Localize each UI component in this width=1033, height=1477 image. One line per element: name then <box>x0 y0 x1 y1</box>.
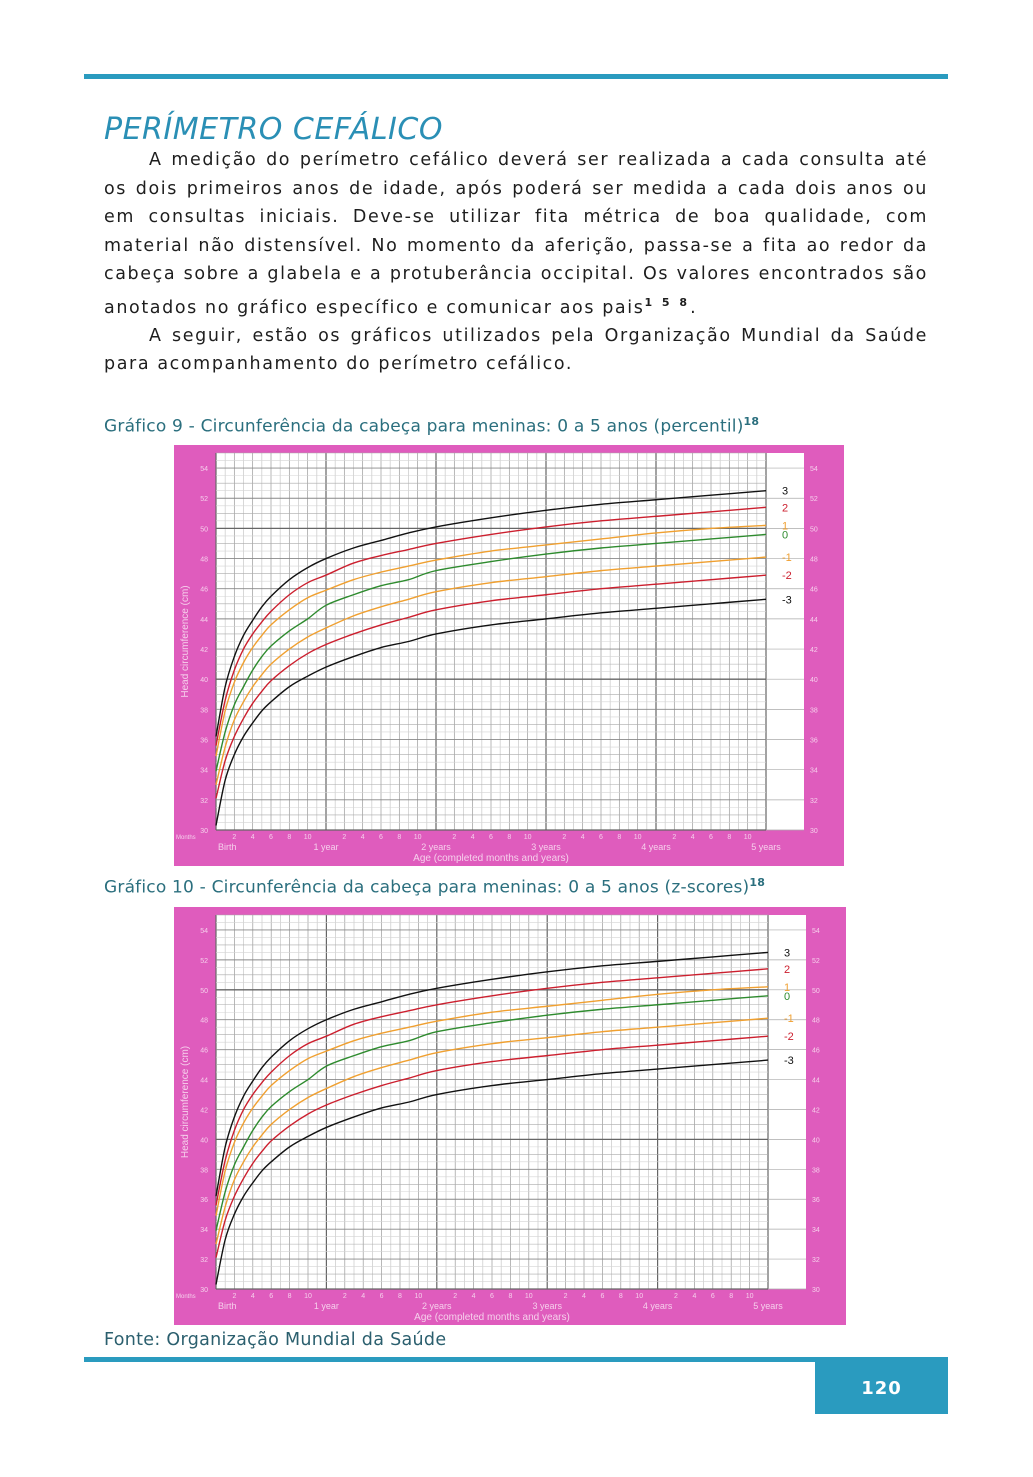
y-tick-label: 44 <box>200 616 208 624</box>
y-tick-label-right: 38 <box>810 707 818 715</box>
reference-superscript: 1 5 8 <box>644 295 691 309</box>
y-tick-label: 30 <box>200 1287 208 1294</box>
x-year-label: 4 years <box>641 842 671 852</box>
x-month-tick-label: 6 <box>489 834 493 841</box>
series-label: 2 <box>782 502 789 515</box>
x-year-label: 1 year <box>313 1301 339 1311</box>
chart-svg <box>174 907 846 1325</box>
series-label: -1 <box>784 1013 794 1026</box>
series-label: -2 <box>782 570 792 583</box>
head-circumference-chart-percentile <box>174 445 844 866</box>
x-month-tick-label: 4 <box>250 1293 255 1300</box>
y-tick-label: 52 <box>200 496 208 504</box>
y-tick-label: 48 <box>200 556 208 564</box>
x-month-tick-label: 2 <box>232 1293 237 1300</box>
x-month-tick-label: 4 <box>360 834 365 841</box>
x-month-tick-label: 10 <box>303 834 312 841</box>
y-tick-label: 34 <box>200 767 208 775</box>
y-tick-label-right: 30 <box>810 828 818 835</box>
x-month-tick-label: 8 <box>397 834 402 841</box>
y-tick-label: 54 <box>200 927 208 935</box>
y-tick-label: 54 <box>200 466 208 474</box>
series-label: 3 <box>782 485 789 498</box>
y-tick-label: 38 <box>200 707 208 715</box>
y-tick-label-right: 46 <box>810 586 818 594</box>
y-tick-label: 32 <box>200 1257 208 1265</box>
y-tick-label: 36 <box>200 737 208 745</box>
y-tick-label-right: 38 <box>812 1167 820 1175</box>
x-month-tick-label: 2 <box>674 1293 678 1300</box>
x-month-tick-label: 6 <box>710 1293 715 1300</box>
months-label: Months <box>176 835 196 841</box>
y-tick-label-right: 42 <box>812 1107 820 1115</box>
x-year-label: Birth <box>218 1301 237 1311</box>
x-month-tick-label: 4 <box>580 834 585 841</box>
series-label: 1 <box>782 520 789 533</box>
y-axis-title: Head circumference (cm) <box>180 1045 191 1159</box>
y-tick-label: 50 <box>200 526 208 534</box>
x-month-tick-label: 8 <box>617 834 622 841</box>
y-tick-label-right: 34 <box>810 767 818 775</box>
x-year-label: 2 years <box>421 842 451 852</box>
series-label: 0 <box>784 990 791 1003</box>
chart-caption-1: Gráfico 9 - Circunferência da cabeça para meninas: 0 a 5 anos (percentil)$^{18}$ <box>104 415 760 437</box>
y-tick-label: 34 <box>200 1227 208 1235</box>
x-month-tick-label: 6 <box>269 1293 274 1300</box>
series-label: 0 <box>782 529 789 542</box>
y-tick-label-right: 52 <box>810 496 818 504</box>
x-month-tick-label: 2 <box>562 834 567 841</box>
series-label: 1 <box>784 981 791 994</box>
x-month-tick-label: 8 <box>508 1293 513 1300</box>
y-tick-label-right: 32 <box>812 1257 820 1265</box>
x-month-tick-label: 6 <box>379 834 383 841</box>
y-tick-label: 52 <box>200 957 208 965</box>
y-tick-label: 46 <box>200 586 208 594</box>
y-tick-label-right: 54 <box>812 927 820 935</box>
x-month-tick-label: 10 <box>524 1293 533 1300</box>
y-tick-label-right: 36 <box>810 737 818 745</box>
chart-caption-2: Gráfico 10 - Circunferência da cabeça para meninas: 0 a 5 anos (z-scores)$^{18}$ <box>104 876 766 898</box>
y-tick-label: 42 <box>200 647 208 655</box>
x-month-tick-label: 10 <box>635 1293 644 1300</box>
y-tick-label-right: 36 <box>812 1197 820 1205</box>
x-year-label: 2 years <box>422 1301 452 1311</box>
page-number: 120 <box>815 1362 948 1414</box>
x-month-tick-label: 4 <box>582 1293 586 1300</box>
x-month-tick-label: 8 <box>398 1293 402 1300</box>
series-label: -1 <box>782 552 792 565</box>
x-axis-title: Age (completed months and years) <box>414 1312 570 1323</box>
x-month-tick-label: 4 <box>250 834 255 841</box>
x-month-tick-label: 2 <box>452 834 457 841</box>
x-month-tick-label: 8 <box>727 834 732 841</box>
y-tick-label: 48 <box>200 1017 208 1025</box>
y-tick-label-right: 44 <box>812 1077 820 1085</box>
x-month-tick-label: 10 <box>745 1293 754 1300</box>
y-tick-label-right: 48 <box>812 1017 820 1025</box>
y-tick-label-right: 44 <box>810 616 818 624</box>
y-tick-label: 32 <box>200 797 208 805</box>
paragraph: A seguir, estão os gráficos utilizados pela Organização Mundial da Saúde para acompanhamento do perímetro cefálico. <box>104 325 928 375</box>
y-tick-label-right: 32 <box>810 797 818 805</box>
y-tick-label-right: 46 <box>812 1047 820 1055</box>
x-month-tick-label: 10 <box>304 1293 312 1300</box>
x-month-tick-label: 8 <box>729 1293 734 1300</box>
x-month-tick-label: 4 <box>361 1293 366 1300</box>
series-label: -2 <box>784 1031 794 1044</box>
y-tick-label: 42 <box>200 1107 208 1115</box>
y-tick-label: 30 <box>200 828 208 835</box>
y-tick-label-right: 50 <box>810 526 818 534</box>
y-tick-label-right: 34 <box>812 1227 820 1235</box>
x-year-label: Birth <box>218 842 237 852</box>
x-month-tick-label: 6 <box>269 834 273 841</box>
x-year-label: 1 year <box>313 842 339 852</box>
series-label: 3 <box>784 947 791 960</box>
x-month-tick-label: 4 <box>470 834 475 841</box>
body-text <box>104 146 928 379</box>
head-circumference-chart-zscores <box>174 907 846 1325</box>
x-month-tick-label: 6 <box>709 834 713 841</box>
months-label: Months <box>176 1294 196 1300</box>
x-month-tick-label: 2 <box>563 1293 568 1300</box>
x-month-tick-label: 2 <box>342 1293 347 1300</box>
y-tick-label: 44 <box>200 1077 208 1085</box>
paragraph: A medição do perímetro cefálico deverá ser realizada a cada consulta até os dois primeiros anos de idade, após poderá ser medida a cada dois anos ou em consultas iniciais. Deve-se utilizar fita métrica de boa qualidade, com material não distensível. No momento da aferição, passa-se a fita ao redor da cabeça sobre a glabela e a protuberância occipital. Os valores encontrados são anotados no gráfico específico e comunicar aos pais$^{1 5 8}$. <box>104 150 928 318</box>
x-month-tick-label: 8 <box>507 834 512 841</box>
series-label: -3 <box>784 1055 794 1068</box>
x-year-label: 3 years <box>532 1301 562 1311</box>
x-month-tick-label: 2 <box>342 834 347 841</box>
top-divider <box>84 74 948 79</box>
y-axis-title: Head circumference (cm) <box>180 585 191 698</box>
y-tick-label-right: 54 <box>810 466 818 474</box>
y-tick-label: 46 <box>200 1047 208 1055</box>
x-month-tick-label: 10 <box>633 834 642 841</box>
x-month-tick-label: 10 <box>523 834 532 841</box>
y-tick-label-right: 50 <box>812 987 820 995</box>
x-year-label: 4 years <box>642 1301 673 1311</box>
y-tick-label: 36 <box>200 1197 208 1205</box>
x-month-tick-label: 2 <box>672 834 677 841</box>
y-tick-label-right: 48 <box>810 556 818 564</box>
x-month-tick-label: 6 <box>599 834 603 841</box>
y-tick-label-right: 42 <box>810 647 818 655</box>
x-month-tick-label: 10 <box>413 834 422 841</box>
reference-superscript: 18 <box>743 415 760 428</box>
series-label: 2 <box>784 963 791 976</box>
x-year-label: 3 years <box>531 842 561 852</box>
x-month-tick-label: 4 <box>690 834 695 841</box>
x-month-tick-label: 4 <box>471 1293 476 1300</box>
x-month-tick-label: 6 <box>379 1293 384 1300</box>
x-month-tick-label: 4 <box>692 1293 697 1300</box>
y-tick-label-right: 52 <box>812 957 820 965</box>
y-tick-label-right: 40 <box>812 1137 820 1145</box>
x-month-tick-label: 2 <box>232 834 237 841</box>
y-tick-label-right: 30 <box>812 1287 820 1294</box>
page-title: PERÍMETRO CEFÁLICO <box>104 112 443 147</box>
x-month-tick-label: 6 <box>490 1293 494 1300</box>
y-tick-label: 40 <box>200 677 208 685</box>
x-month-tick-label: 8 <box>618 1293 623 1300</box>
reference-superscript: 18 <box>749 876 766 889</box>
x-year-label: 5 years <box>753 1301 783 1311</box>
x-axis-title: Age (completed months and years) <box>413 853 569 864</box>
y-tick-label: 40 <box>200 1137 208 1145</box>
x-month-tick-label: 8 <box>287 1293 292 1300</box>
y-tick-label: 38 <box>200 1167 208 1175</box>
y-tick-label-right: 40 <box>810 677 818 685</box>
y-tick-label: 50 <box>200 987 208 995</box>
source-note: Fonte: Organização Mundial da Saúde <box>104 1330 447 1350</box>
x-month-tick-label: 6 <box>600 1293 605 1300</box>
chart-svg <box>174 445 844 866</box>
x-month-tick-label: 10 <box>743 834 752 841</box>
x-year-label: 5 years <box>751 842 781 852</box>
series-label: -3 <box>782 594 792 607</box>
x-month-tick-label: 2 <box>453 1293 458 1300</box>
x-month-tick-label: 10 <box>414 1293 423 1300</box>
x-month-tick-label: 8 <box>287 834 292 841</box>
